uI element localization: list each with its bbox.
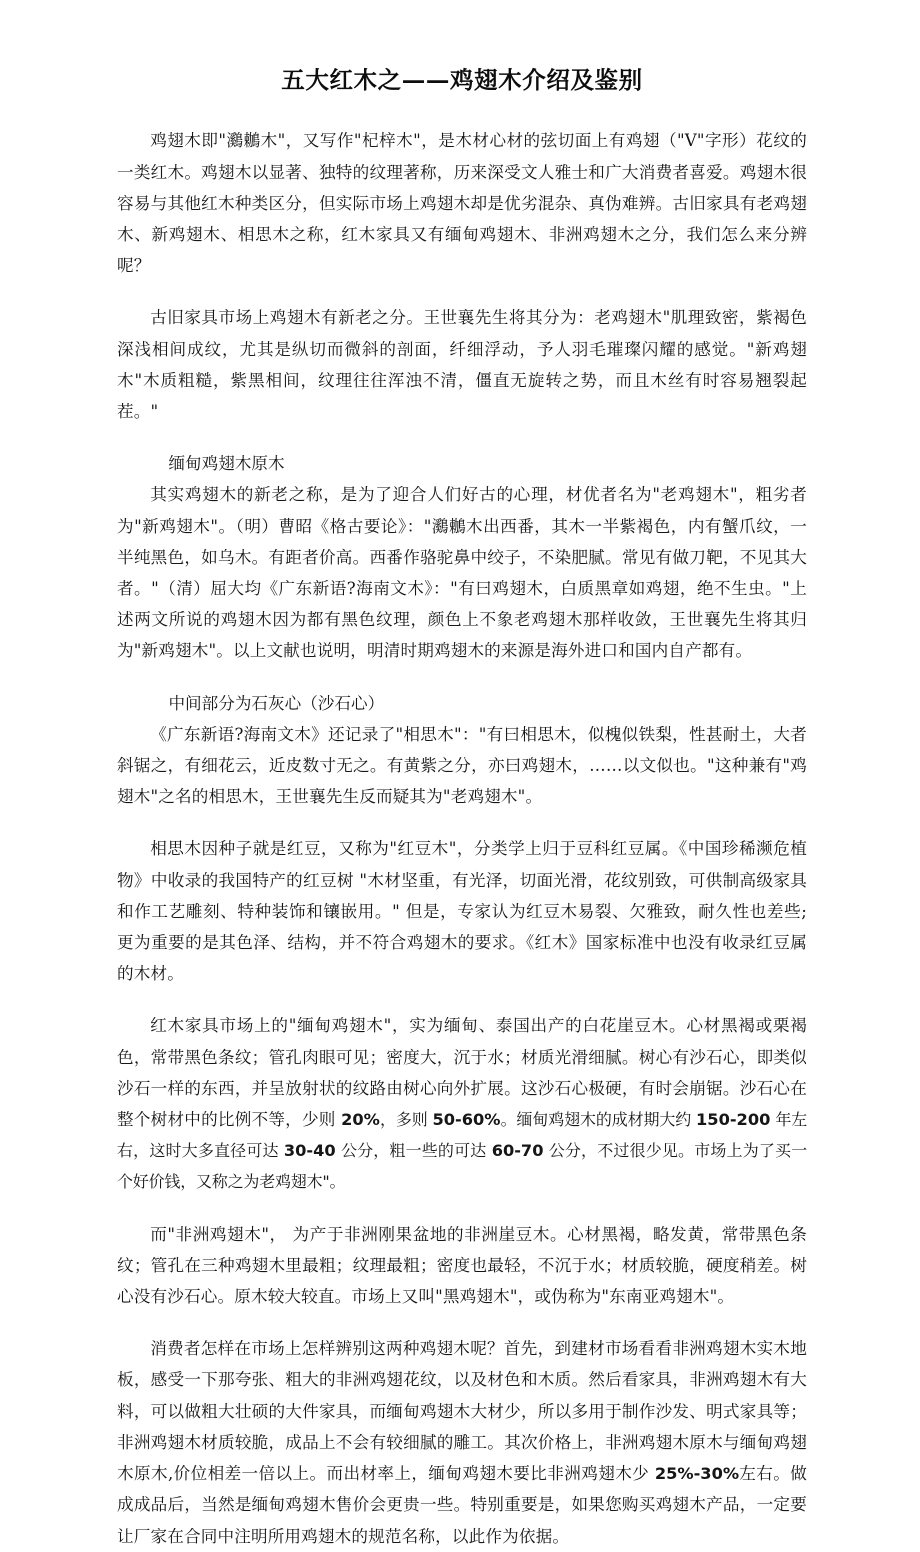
paragraph-spacer: [117, 1198, 807, 1219]
diameter-large-cm: 60-70: [491, 1141, 544, 1161]
paragraph-spacer: [117, 812, 807, 833]
paragraph-8: [117, 1333, 807, 1551]
paragraph-6-text-b: ，多则: [379, 1110, 433, 1130]
paragraph-6-text-c: 。缅甸鸡翅木的成材期大约: [500, 1110, 697, 1130]
paragraph-6-text-d: 年左右，这时大多直径可达: [117, 1110, 807, 1161]
paragraph-4: 《广东新语?海南文木》还记录了"相思木"："有曰相思木，似槐似铁梨，性甚耐土，大者斜锯之，有细花云，近皮数寸无之。有黄紫之分，亦曰鸡翅木，……以文似也。"这种兼有"鸡翅木"之名的相思木，王世襄先生反而疑其为"老鸡翅木"。: [117, 724, 807, 807]
paragraph-spacer: [117, 281, 807, 302]
document-content: [117, 0, 807, 1552]
paragraph-5: 相思木因种子就是红豆，又称为"红豆木"，分类学上归于豆科红豆属。《中国珍稀濒危植物》中收录的我国特产的红豆树 "木材坚重，有光泽，切面光滑，花纹别致，可供制高级家具和作工艺雕刻、特种装饰和镶嵌用。" 但是，专家认为红豆木易裂、欠雅致，耐久性也差些; 更为重要的是其色泽、结构，并不符合鸡翅木的要求。《红木》国家标准中也没有收录红豆属的木材。: [117, 839, 807, 984]
caption-burmese-log: 缅甸鸡翅木原木: [168, 454, 285, 474]
paragraph-spacer: [117, 1312, 807, 1333]
paragraph-spacer: [117, 989, 807, 1010]
title-spacer: [117, 95, 807, 125]
yield-difference-percent: 25%-30%: [654, 1464, 740, 1484]
paragraph-8-text-a: 消费者怎样在市场上怎样辨别这两种鸡翅木呢？首先，到建材市场看看非洲鸡翅木实木地板，感受一下那夸张、粗大的非洲鸡翅花纹，以及材色和木质。然后看家具，非洲鸡翅木有大料，可以做粗大壮硕的大件家具，而缅甸鸡翅木大材少，所以多用于制作沙发、明式家具等；非洲鸡翅木材质较脆，成品上不会有较细腻的雕工。其次价格上，非洲鸡翅木原木与缅甸鸡翅木原木,价位相差一倍以上。而出材率上，缅甸鸡翅木要比非洲鸡翅木少: [117, 1339, 807, 1484]
paragraph-6: [117, 1010, 807, 1197]
paragraph-6-text-e: 公分，粗一些的可达: [335, 1141, 492, 1161]
paragraph-3: 其实鸡翅木的新老之称，是为了迎合人们好古的心理，材优者名为"老鸡翅木"，粗劣者为"新鸡翅木"。（明）曹昭《格古要论》："鸂鶒木出西番，其木一半紫褐色，内有蟹爪纹，一半纯黑色，如乌木。有距者价高。西番作骆驼鼻中绞子，不染肥腻。常见有做刀靶，不见其大者。"（清）屈大均《广东新语?海南文木》："有曰鸡翅木，白质黑章如鸡翅，绝不生虫。"上述两文所说的鸡翅木因为都有黑色纹理，颜色上不象老鸡翅木那样收敛，王世襄先生将其归为"新鸡翅木"。以上文献也说明，明清时期鸡翅木的来源是海外进口和国内自产都有。: [117, 485, 807, 661]
paragraph-2: 古旧家具市场上鸡翅木有新老之分。王世襄先生将其分为：老鸡翅木"肌理致密，紫褐色深浅相间成纹，尤其是纵切而微斜的剖面，纤细浮动，予人羽毛璀璨闪耀的感觉。"新鸡翅木"木质粗糙，紫黑相间，纹理往往浑浊不清，僵直无旋转之势，而且木丝有时容易翘裂起茬。": [117, 308, 807, 421]
sand-core-max-percent: 50-60%: [432, 1110, 501, 1130]
paragraph-6-text-f: 公分，不过很少见。市场上为了买一个好价钱，又称之为老鸡翅木"。: [117, 1141, 807, 1192]
paragraph-spacer: [117, 427, 807, 448]
paragraph-6-text-a: 红木家具市场上的"缅甸鸡翅木"，实为缅甸、泰国出产的白花崖豆木。心材黑褐或栗褐色，常带黑色条纹；管孔肉眼可见；密度大，沉于水；材质光滑细腻。树心有沙石心，即类似沙石一样的东西，并呈放射状的纹路由树心向外扩展。这沙石心极硬，有时会崩锯。沙石心在整个树材中的比例不等，少则: [117, 1016, 807, 1130]
paragraph-1: 鸡翅木即"鸂鶒木"，又写作"杞梓木"，是木材心材的弦切面上有鸡翅（"V"字形）花纹的一类红木。鸡翅木以显著、独特的纹理著称，历来深受文人雅士和广大消费者喜爱。鸡翅木很容易与其他红木种类区分，但实际市场上鸡翅木却是优劣混杂、真伪难辨。古旧家具有老鸡翅木、新鸡翅木、相思木之称，红木家具又有缅甸鸡翅木、非洲鸡翅木之分，我们怎么来分辨呢？: [117, 131, 807, 276]
sand-core-min-percent: 20%: [341, 1110, 380, 1130]
paragraph-spacer: [117, 667, 807, 688]
maturity-years: 150-200: [696, 1110, 771, 1130]
paragraph-8-text-b: 左右。做成成品后，当然是缅甸鸡翅木售价会更贵一些。特别重要是，如果您购买鸡翅木产品，一定要让厂家在合同中注明所用鸡翅木的规范名称，以此作为依据。: [117, 1464, 807, 1546]
paragraph-7: 而"非洲鸡翅木"， 为产于非洲刚果盆地的非洲崖豆木。心材黑褐，略发黄，常带黑色条纹；管孔在三种鸡翅木里最粗；纹理最粗；密度也最轻，不沉于水；材质较脆，硬度稍差。树心没有沙石心。原木较大较直。市场上又叫"黑鸡翅木"，或伪称为"东南亚鸡翅木"。: [117, 1224, 807, 1307]
caption-limestone-core: 中间部分为石灰心（沙石心）: [168, 693, 385, 713]
page-title: 五大红木之——鸡翅木介绍及鉴别: [281, 66, 643, 94]
diameter-typical-cm: 30-40: [283, 1141, 336, 1161]
